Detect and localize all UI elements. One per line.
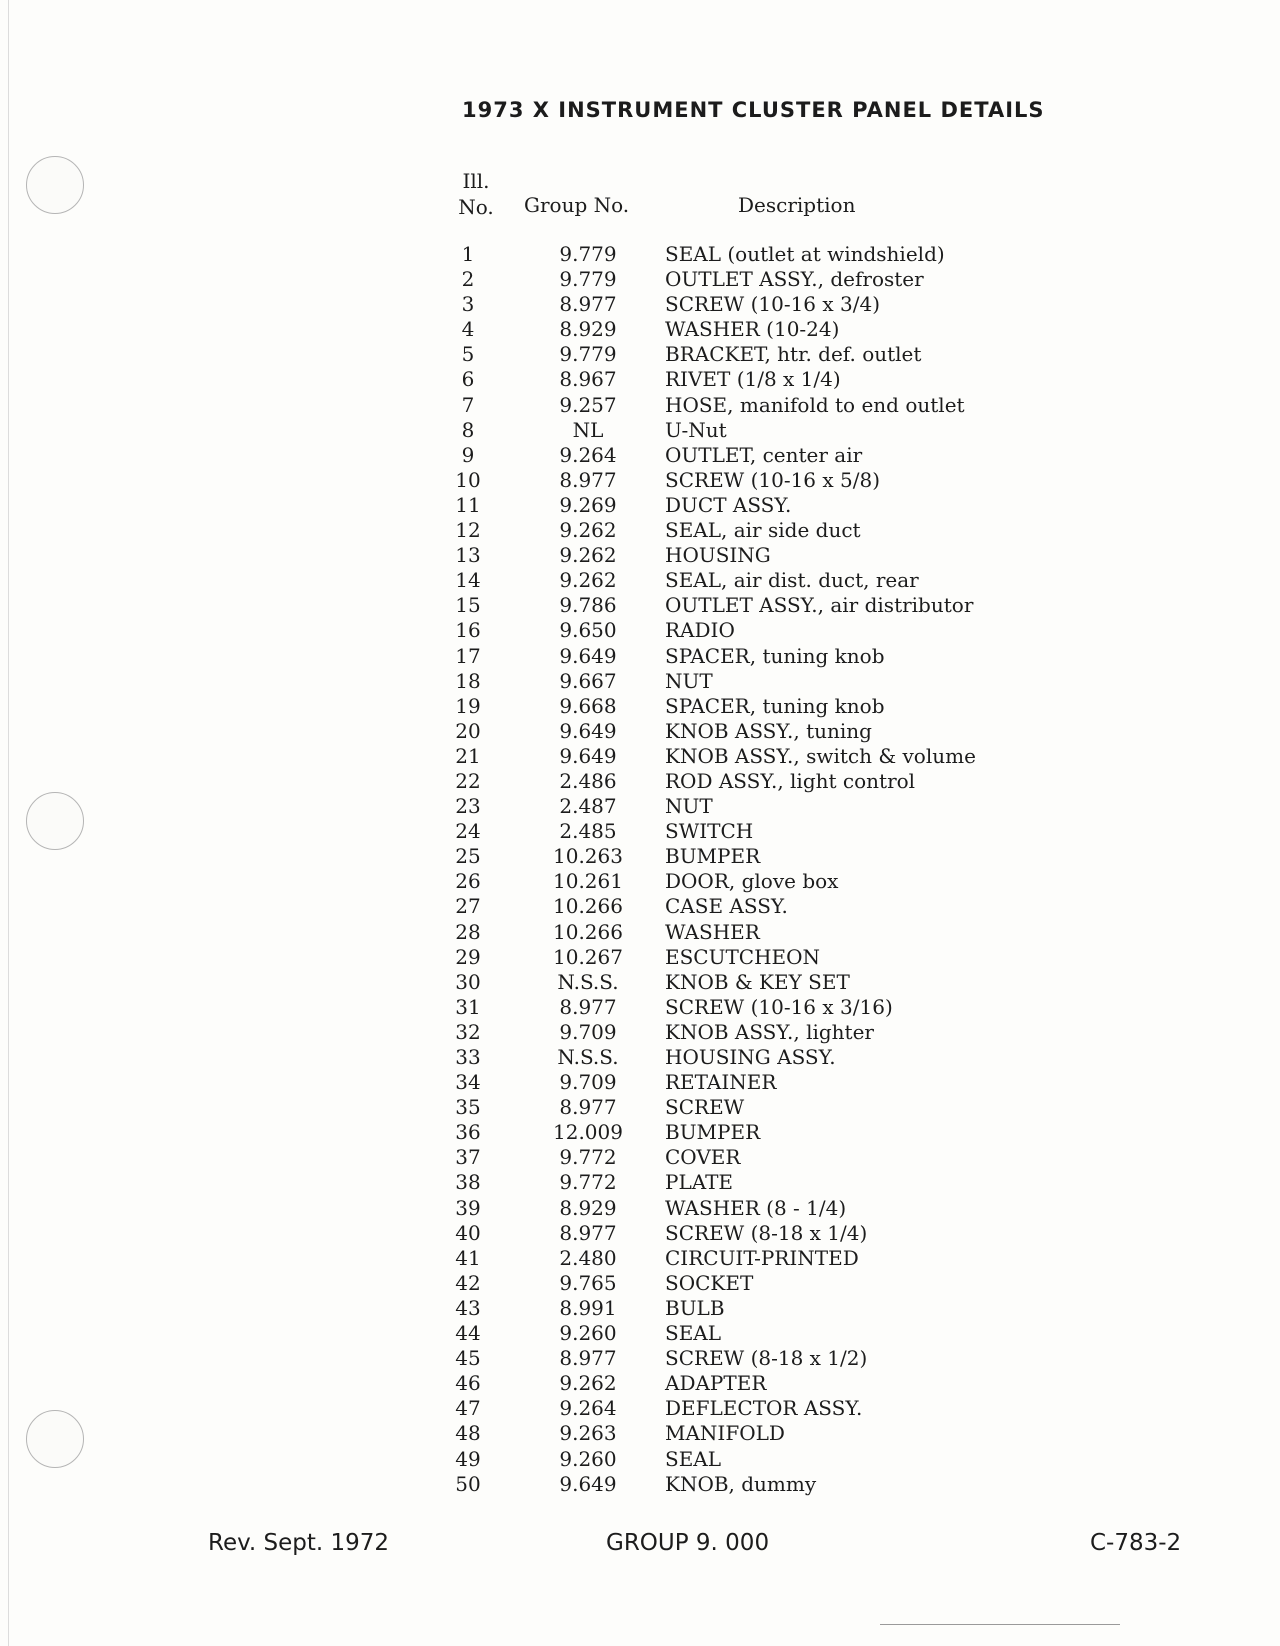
group-number: 10.261 <box>553 869 623 894</box>
part-description: CASE ASSY. <box>665 894 788 919</box>
group-number: N.S.S. <box>557 969 619 994</box>
part-number: 25 <box>455 844 481 869</box>
part-number: 31 <box>455 994 481 1019</box>
part-number: 33 <box>455 1045 481 1069</box>
group-number: 9.765 <box>559 1270 617 1295</box>
group-number: 9.260 <box>559 1446 617 1471</box>
group-number: 8.977 <box>559 994 617 1019</box>
table-row <box>440 945 1060 970</box>
group-number: 8.929 <box>559 1195 617 1220</box>
group-number: 9.649 <box>559 743 617 768</box>
table-row <box>440 1095 1060 1120</box>
part-description: BULB <box>665 1295 725 1320</box>
part-number: 10 <box>455 467 481 492</box>
group-number: 9.779 <box>559 267 617 292</box>
part-description: COVER <box>665 1145 741 1170</box>
group-number: 8.977 <box>559 467 617 492</box>
part-description: BUMPER <box>665 844 761 869</box>
part-description: RADIO <box>665 618 735 643</box>
group-number: N.S.S. <box>557 1045 619 1069</box>
part-number: 49 <box>455 1446 481 1471</box>
part-number: 12 <box>455 518 481 543</box>
part-description: NUT <box>665 794 713 819</box>
table-row <box>440 443 1060 468</box>
part-number: 27 <box>455 894 481 919</box>
table-row <box>440 1170 1060 1195</box>
part-description: SEAL (outlet at windshield) <box>665 242 945 266</box>
group-number: 9.649 <box>559 643 617 668</box>
table-row <box>440 468 1060 493</box>
table-row <box>440 1321 1060 1346</box>
table-row <box>440 1145 1060 1170</box>
group-number: 9.779 <box>559 342 617 367</box>
part-number: 44 <box>455 1321 481 1346</box>
group-number: 9.667 <box>559 668 617 693</box>
footer-page-code: C-783-2 <box>1090 1530 1182 1556</box>
part-description: MANIFOLD <box>665 1421 785 1446</box>
part-description: CIRCUIT-PRINTED <box>665 1245 859 1270</box>
group-number: 8.977 <box>559 1346 617 1371</box>
part-description: KNOB ASSY., tuning <box>665 718 872 743</box>
table-row <box>440 844 1060 869</box>
part-number: 22 <box>455 768 481 793</box>
group-number: 2.487 <box>559 794 617 819</box>
table-row <box>440 543 1060 568</box>
part-number: 35 <box>455 1095 481 1120</box>
part-number: 30 <box>455 969 481 994</box>
table-row <box>440 1045 1060 1070</box>
group-number: 2.485 <box>559 819 617 844</box>
part-number: 15 <box>455 593 481 618</box>
page-margin-line <box>8 0 9 1646</box>
table-row <box>440 1296 1060 1321</box>
group-number: 2.486 <box>559 768 617 793</box>
part-number: 4 <box>461 317 475 342</box>
table-row <box>440 568 1060 593</box>
part-description: SOCKET <box>665 1270 754 1295</box>
table-row <box>440 644 1060 669</box>
part-description: SEAL <box>665 1446 722 1471</box>
part-description: SEAL, air side duct <box>665 518 861 543</box>
group-number: 10.266 <box>553 894 623 919</box>
part-number: 37 <box>455 1145 481 1170</box>
part-number: 24 <box>455 819 481 844</box>
group-number: 10.267 <box>553 944 623 969</box>
part-description: RIVET (1/8 x 1/4) <box>665 367 841 392</box>
part-number: 6 <box>461 367 475 392</box>
group-number: 9.262 <box>559 1371 617 1396</box>
part-number: 42 <box>455 1270 481 1295</box>
group-number: 9.772 <box>559 1145 617 1170</box>
part-description: SWITCH <box>665 819 754 844</box>
binder-hole-top <box>26 156 84 214</box>
part-description: ESCUTCHEON <box>665 944 821 969</box>
part-number: 3 <box>461 292 475 317</box>
part-description: WASHER <box>665 919 760 944</box>
part-description: SCREW <box>665 1095 745 1120</box>
group-number: 9.262 <box>559 518 617 543</box>
part-description: DUCT ASSY. <box>665 492 792 517</box>
part-description: NUT <box>665 668 713 693</box>
table-row <box>440 292 1060 317</box>
page-title: 1973 X INSTRUMENT CLUSTER PANEL DETAILS <box>462 98 1045 122</box>
part-description: HOUSING <box>665 543 771 568</box>
part-description: SCREW (10-16 x 3/4) <box>665 292 881 317</box>
footer-revision: Rev. Sept. 1972 <box>208 1530 390 1556</box>
part-number: 1 <box>461 242 475 266</box>
group-number: 9.709 <box>559 1019 617 1044</box>
part-number: 5 <box>461 342 475 367</box>
part-number: 14 <box>455 568 481 593</box>
part-description: SCREW (8-18 x 1/4) <box>665 1220 868 1245</box>
part-number: 39 <box>455 1195 481 1220</box>
part-number: 20 <box>455 718 481 743</box>
table-row <box>440 694 1060 719</box>
table-row <box>440 970 1060 995</box>
group-number: 9.649 <box>559 1471 617 1496</box>
part-number: 50 <box>455 1471 481 1496</box>
table-row <box>440 995 1060 1020</box>
group-number: 8.977 <box>559 1095 617 1120</box>
part-description: U-Nut <box>665 417 727 442</box>
part-description: ROD ASSY., light control <box>665 768 916 793</box>
part-number: 47 <box>455 1396 481 1421</box>
part-description: BRACKET, htr. def. outlet <box>665 342 922 367</box>
table-row <box>440 1371 1060 1396</box>
part-description: SPACER, tuning knob <box>665 693 885 718</box>
table-row <box>440 1020 1060 1045</box>
group-number: 2.480 <box>559 1245 617 1270</box>
part-description: DOOR, glove box <box>665 869 839 894</box>
group-number: 9.262 <box>559 543 617 568</box>
table-row <box>440 1421 1060 1446</box>
part-number: 23 <box>455 794 481 819</box>
table-row <box>440 1346 1060 1371</box>
group-number: 9.709 <box>559 1070 617 1095</box>
table-row <box>440 1396 1060 1421</box>
part-description: OUTLET, center air <box>665 442 863 467</box>
group-number: 10.266 <box>553 919 623 944</box>
table-row <box>440 1221 1060 1246</box>
table-row <box>440 393 1060 418</box>
part-number: 13 <box>455 543 481 568</box>
table-row <box>440 869 1060 894</box>
table-row <box>440 1120 1060 1145</box>
group-number: 8.977 <box>559 1220 617 1245</box>
group-number: 9.649 <box>559 718 617 743</box>
part-number: 45 <box>455 1346 481 1371</box>
header-ill-no <box>456 168 496 220</box>
part-description: WASHER (10-24) <box>665 317 840 342</box>
group-number: NL <box>572 417 604 442</box>
part-number: 9 <box>461 442 475 467</box>
table-row <box>440 744 1060 769</box>
part-description: HOSE, manifold to end outlet <box>665 392 965 417</box>
part-number: 34 <box>455 1070 481 1095</box>
table-row <box>440 493 1060 518</box>
table-row <box>440 267 1060 292</box>
table-row <box>440 1246 1060 1271</box>
part-number: 18 <box>455 668 481 693</box>
part-number: 11 <box>455 492 481 517</box>
header-group-no: Group No. <box>524 193 630 217</box>
part-number: 21 <box>455 743 481 768</box>
part-number: 7 <box>461 392 475 417</box>
table-row <box>440 1196 1060 1221</box>
part-description: SCREW (10-16 x 3/16) <box>665 994 893 1019</box>
part-number: 28 <box>455 919 481 944</box>
table-row <box>440 1070 1060 1095</box>
header-ill-line1: Ill. <box>462 169 490 193</box>
part-number: 32 <box>455 1019 481 1044</box>
group-number: 9.269 <box>559 492 617 517</box>
part-description: HOUSING ASSY. <box>665 1045 836 1069</box>
part-description: SEAL <box>665 1321 722 1346</box>
part-description: KNOB, dummy <box>665 1471 817 1496</box>
part-description: BUMPER <box>665 1120 761 1145</box>
part-number: 19 <box>455 693 481 718</box>
group-number: 9.262 <box>559 568 617 593</box>
part-number: 40 <box>455 1220 481 1245</box>
group-number: 8.991 <box>559 1295 617 1320</box>
table-row <box>440 317 1060 342</box>
table-row <box>440 719 1060 744</box>
group-number: 9.668 <box>559 693 617 718</box>
table-row <box>440 593 1060 618</box>
group-number: 12.009 <box>553 1120 623 1145</box>
part-number: 46 <box>455 1371 481 1396</box>
group-number: 9.786 <box>559 593 617 618</box>
header-description: Description <box>738 193 856 217</box>
group-number: 9.257 <box>559 392 617 417</box>
table-row <box>440 1271 1060 1296</box>
group-number: 9.264 <box>559 1396 617 1421</box>
part-description: OUTLET ASSY., defroster <box>665 267 924 292</box>
binder-hole-middle <box>26 792 84 850</box>
table-row <box>440 518 1060 543</box>
group-number: 8.977 <box>559 292 617 317</box>
part-number: 16 <box>455 618 481 643</box>
group-number: 9.779 <box>559 242 617 266</box>
table-row <box>440 418 1060 443</box>
part-description: DEFLECTOR ASSY. <box>665 1396 863 1421</box>
header-ill-line2: No. <box>458 195 494 219</box>
part-number: 26 <box>455 869 481 894</box>
group-number: 9.260 <box>559 1321 617 1346</box>
bottom-rule <box>880 1624 1120 1625</box>
table-row <box>440 794 1060 819</box>
group-number: 9.264 <box>559 442 617 467</box>
table-row <box>440 819 1060 844</box>
part-number: 43 <box>455 1295 481 1320</box>
part-number: 38 <box>455 1170 481 1195</box>
part-description: KNOB ASSY., lighter <box>665 1019 874 1044</box>
parts-list <box>440 242 1060 1497</box>
table-row <box>440 242 1060 267</box>
part-description: SCREW (8-18 x 1/2) <box>665 1346 868 1371</box>
part-description: WASHER (8 - 1/4) <box>665 1195 847 1220</box>
part-number: 17 <box>455 643 481 668</box>
group-number: 8.929 <box>559 317 617 342</box>
part-description: ADAPTER <box>665 1371 767 1396</box>
part-description: PLATE <box>665 1170 734 1195</box>
group-number: 10.263 <box>553 844 623 869</box>
table-row <box>440 342 1060 367</box>
part-number: 48 <box>455 1421 481 1446</box>
part-description: SCREW (10-16 x 5/8) <box>665 467 881 492</box>
binder-hole-bottom <box>26 1410 84 1468</box>
table-row <box>440 669 1060 694</box>
part-number: 2 <box>461 267 475 292</box>
part-description: KNOB ASSY., switch & volume <box>665 743 976 768</box>
part-number: 41 <box>455 1245 481 1270</box>
part-number: 29 <box>455 944 481 969</box>
table-row <box>440 367 1060 392</box>
part-description: KNOB & KEY SET <box>665 969 850 994</box>
table-row <box>440 769 1060 794</box>
group-number: 8.967 <box>559 367 617 392</box>
part-description: SPACER, tuning knob <box>665 643 885 668</box>
part-number: 36 <box>455 1120 481 1145</box>
table-row <box>440 618 1060 643</box>
group-number: 9.263 <box>559 1421 617 1446</box>
table-row <box>440 920 1060 945</box>
table-row <box>440 1472 1060 1497</box>
footer-group: GROUP 9. 000 <box>606 1530 770 1556</box>
group-number: 9.650 <box>559 618 617 643</box>
part-description: OUTLET ASSY., air distributor <box>665 593 974 618</box>
group-number: 9.772 <box>559 1170 617 1195</box>
part-description: RETAINER <box>665 1070 777 1095</box>
part-number: 8 <box>461 417 475 442</box>
table-row <box>440 1447 1060 1472</box>
part-description: SEAL, air dist. duct, rear <box>665 568 919 593</box>
table-row <box>440 894 1060 919</box>
